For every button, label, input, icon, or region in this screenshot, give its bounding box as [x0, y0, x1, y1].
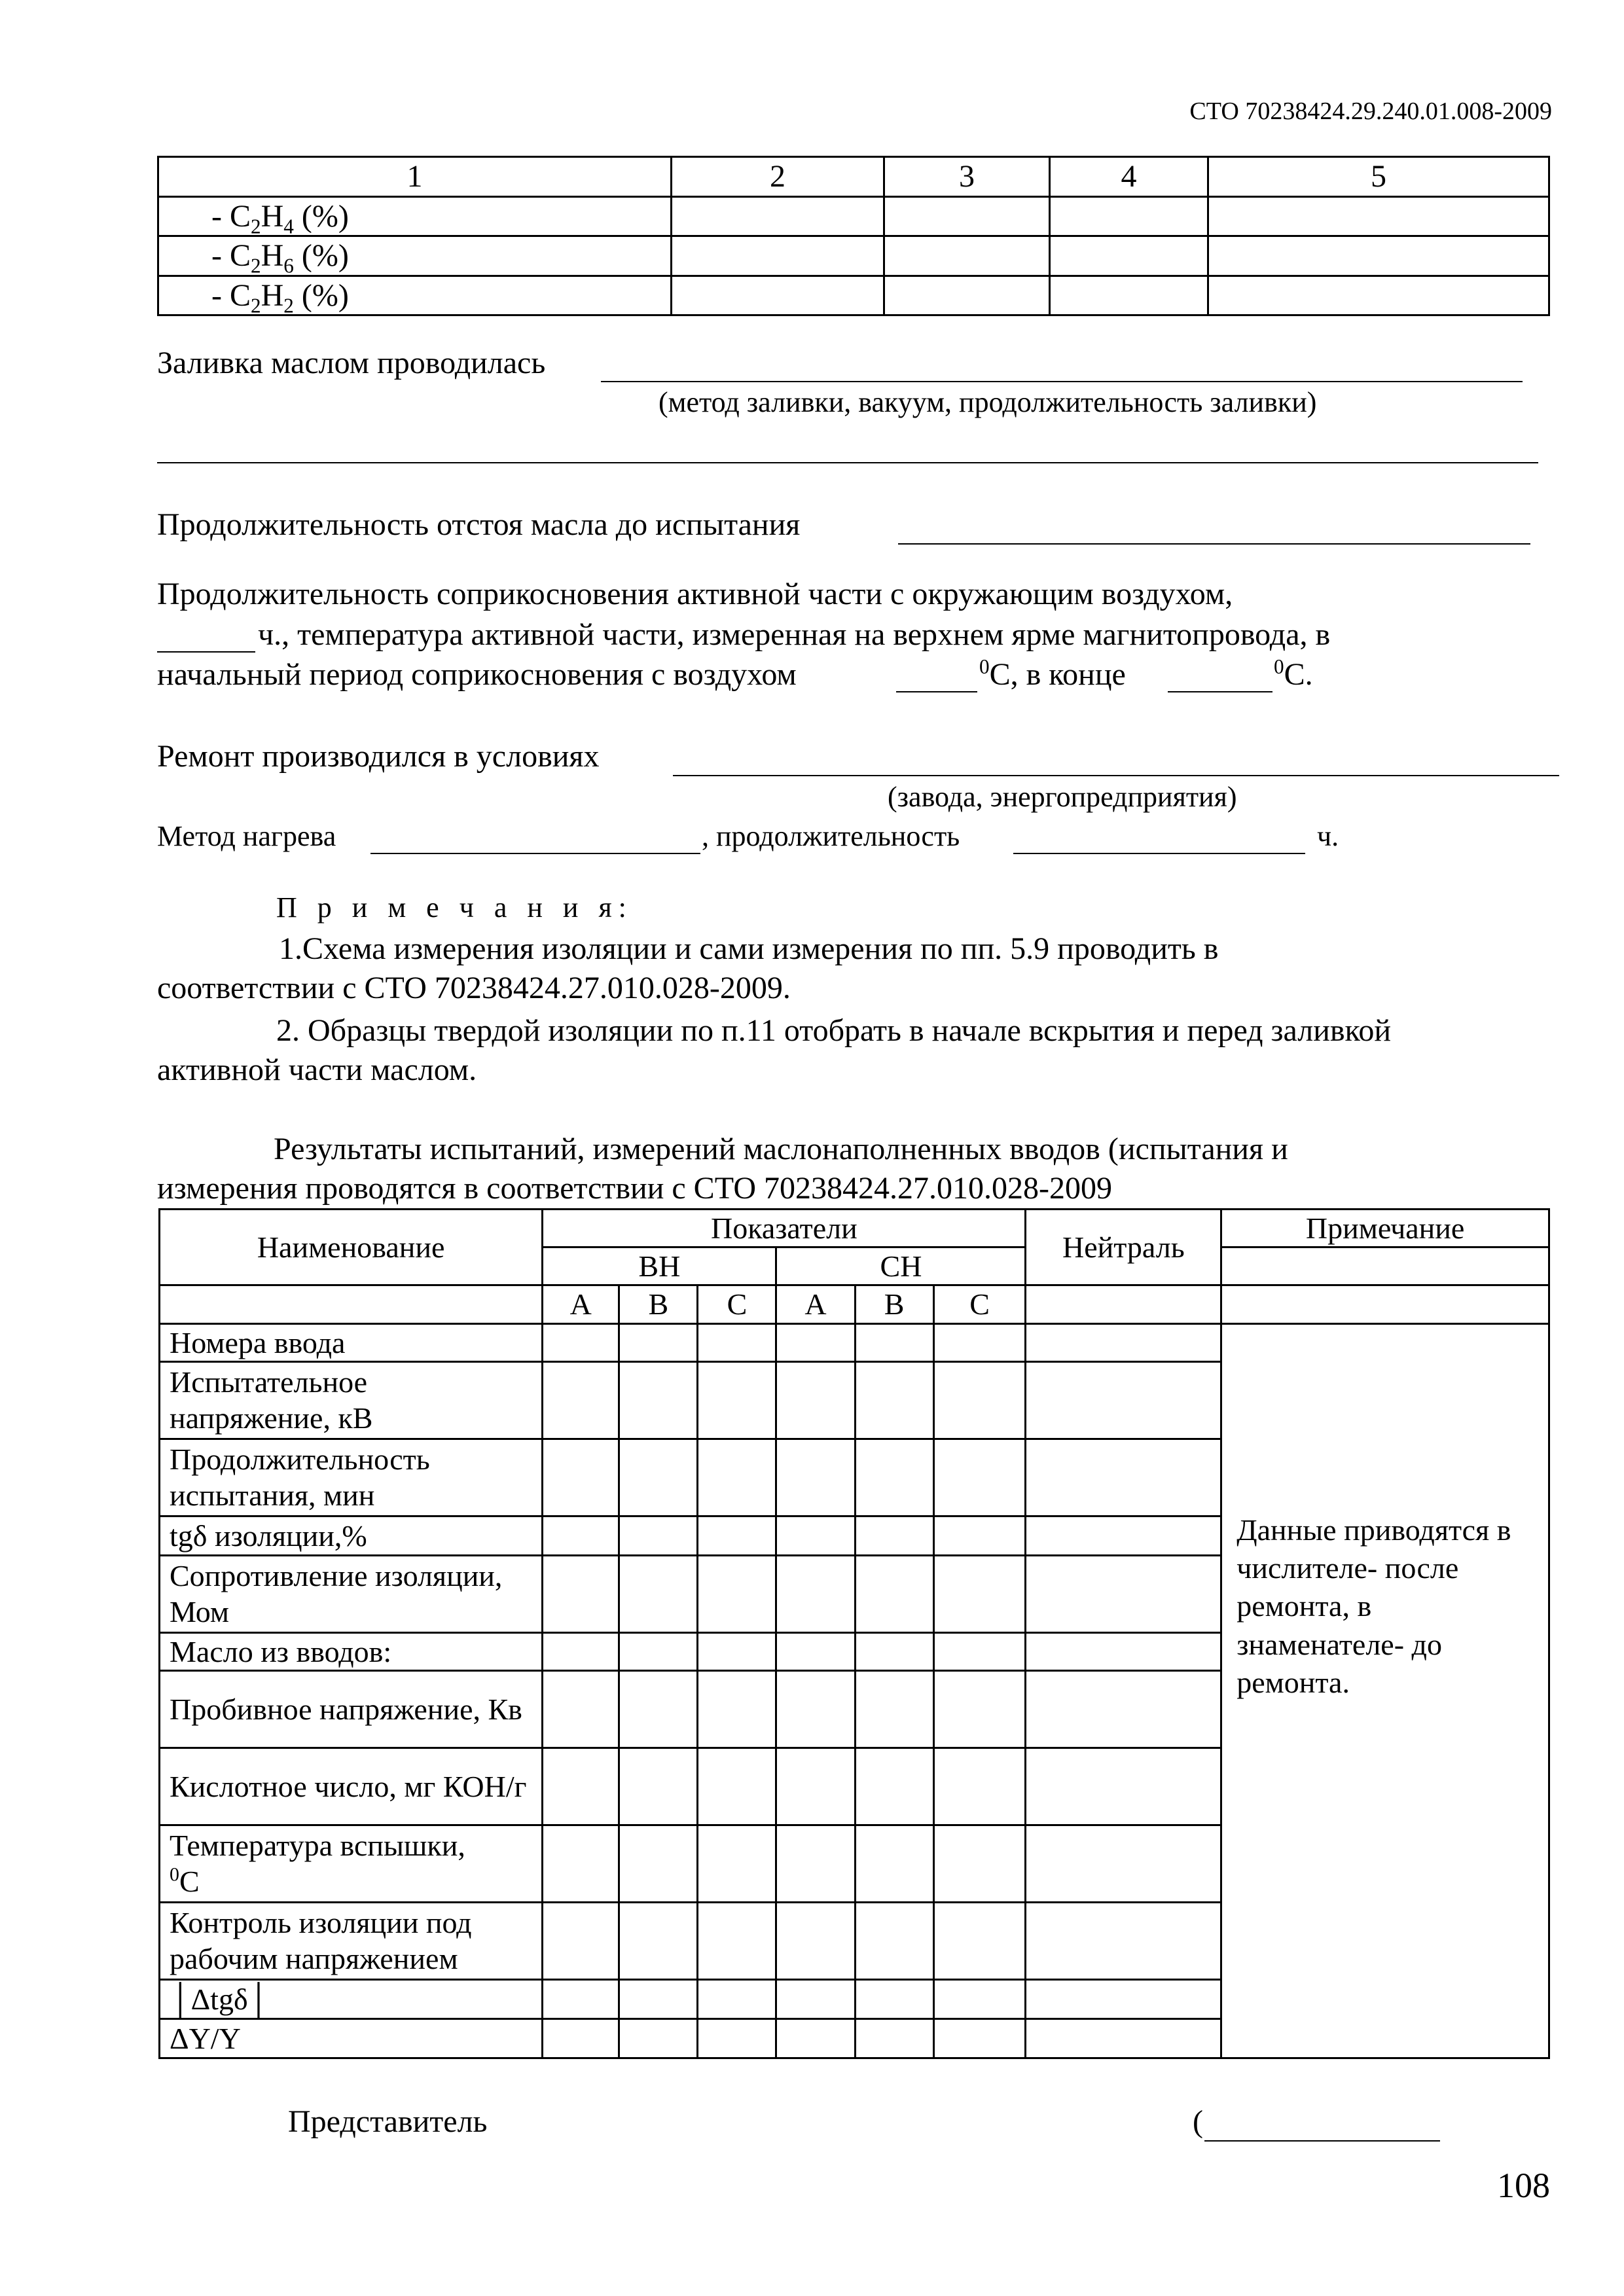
contact-line-2: ч., температура активной части, измеренная на верхнем ярме магнитопровода, в	[258, 617, 1331, 652]
table-cell[interactable]	[698, 1555, 776, 1632]
table-cell[interactable]	[1026, 1825, 1221, 1902]
row-label: Продолжительность испытания, мин	[160, 1439, 543, 1516]
table-cell[interactable]	[543, 1361, 619, 1439]
table-cell[interactable]	[855, 2018, 933, 2058]
bushing-results-table	[158, 1208, 1550, 2059]
table-cell[interactable]	[698, 1323, 776, 1361]
row-label: Контроль изоляции под рабочим напряжением	[160, 1902, 543, 1979]
heating-method-label: Метод нагрева	[157, 820, 336, 852]
row-label: - $C_2H_6$ (%)	[158, 236, 672, 276]
table-cell[interactable]	[543, 1555, 619, 1632]
table-cell[interactable]	[698, 1902, 776, 1979]
table-cell[interactable]	[776, 1555, 855, 1632]
end-temperature-field[interactable]	[1168, 691, 1272, 692]
table-cell[interactable]	[698, 1979, 776, 2018]
contact-line-1: Продолжительность соприкосновения активной части с окружающим воздухом,	[157, 577, 1233, 611]
filling-field-continuation[interactable]	[157, 462, 1538, 463]
table-cell[interactable]	[543, 2018, 619, 2058]
table-cell[interactable]	[776, 1748, 855, 1825]
table-cell[interactable]	[698, 1825, 776, 1902]
table-cell[interactable]	[1208, 276, 1549, 315]
table-cell[interactable]	[933, 2018, 1026, 2058]
phase-header: С	[698, 1285, 776, 1323]
table-row	[158, 196, 1549, 236]
table-cell[interactable]	[776, 1323, 855, 1361]
phase-header: В	[855, 1285, 933, 1323]
table-cell[interactable]	[855, 1979, 933, 2018]
table-cell	[1026, 1285, 1221, 1323]
table-cell[interactable]	[855, 1632, 933, 1670]
table-cell[interactable]	[619, 1323, 698, 1361]
table-cell[interactable]	[776, 2018, 855, 2058]
table-cell[interactable]	[619, 1439, 698, 1516]
table-header-row	[160, 1210, 1549, 1247]
note-2-line-1: 2. Образцы твердой изоляции по п.11 отобрать в начале вскрытия и перед заливкой	[276, 1013, 1392, 1048]
heating-method-field[interactable]	[370, 853, 700, 854]
settling-label: Продолжительность отстоя масла до испытания	[157, 507, 801, 542]
header-vn: ВН	[543, 1247, 776, 1285]
table-cell[interactable]	[855, 1670, 933, 1748]
header-sn: СН	[776, 1247, 1026, 1285]
table-cell[interactable]	[672, 196, 884, 236]
table-cell[interactable]	[933, 1902, 1026, 1979]
start-temperature-field[interactable]	[896, 691, 977, 692]
representative-signature-field[interactable]	[1204, 2140, 1440, 2142]
note-cell: Данные приводятся в числителе- после ремонта, в знаменателе- до ремонта.	[1221, 1323, 1549, 2058]
column-header: 3	[884, 157, 1050, 197]
heating-duration-label: , продолжительность	[702, 820, 960, 852]
table-cell[interactable]	[1208, 236, 1549, 276]
table-header-row	[160, 1285, 1549, 1323]
row-label: Кислотное число, мг КОН/г	[160, 1748, 543, 1825]
table-cell	[1221, 1285, 1549, 1323]
table-cell[interactable]	[933, 1361, 1026, 1439]
row-label: Температура вспышки, $^0$С	[160, 1825, 543, 1902]
header-neutral: Нейтраль	[1026, 1210, 1221, 1285]
contact-line-3: начальный период соприкосновения с воздухом	[157, 657, 797, 692]
table-cell[interactable]	[1026, 1516, 1221, 1555]
row-label: - $C_2H_4$ (%)	[158, 196, 672, 236]
row-label: │Δtgδ│	[160, 1979, 543, 2018]
table-cell[interactable]	[855, 1902, 933, 1979]
table-cell[interactable]	[855, 1825, 933, 1902]
phase-header: А	[776, 1285, 855, 1323]
table-cell[interactable]	[933, 1516, 1026, 1555]
table-cell[interactable]	[1026, 1979, 1221, 2018]
table-cell[interactable]	[619, 2018, 698, 2058]
table-cell[interactable]	[884, 276, 1050, 315]
filling-hint: (метод заливки, вакуум, продолжительность заливки)	[659, 386, 1317, 418]
table-cell[interactable]	[543, 1748, 619, 1825]
table-cell[interactable]	[698, 2018, 776, 2058]
repair-field[interactable]	[673, 775, 1559, 776]
table-cell[interactable]	[1050, 236, 1208, 276]
table-cell[interactable]	[933, 1825, 1026, 1902]
table-cell[interactable]	[698, 1516, 776, 1555]
table-cell[interactable]	[776, 1979, 855, 2018]
table-cell[interactable]	[1050, 276, 1208, 315]
table-cell[interactable]	[776, 1439, 855, 1516]
table-cell	[1221, 1247, 1549, 1285]
contact-hours-field[interactable]	[157, 651, 255, 653]
results-line-2: измерения проводятся в соответствии с СТО 70238424.27.010.028-2009	[157, 1171, 1113, 1206]
filling-field[interactable]	[601, 381, 1523, 382]
row-label: ΔY/Y	[160, 2018, 543, 2058]
table-cell[interactable]	[619, 1632, 698, 1670]
table-cell[interactable]	[543, 1825, 619, 1902]
repair-label: Ремонт производился в условиях	[157, 739, 600, 774]
table-cell[interactable]	[543, 1516, 619, 1555]
table-cell[interactable]	[855, 1516, 933, 1555]
table-cell[interactable]	[543, 1323, 619, 1361]
table-cell[interactable]	[672, 276, 884, 315]
table-cell[interactable]	[776, 1361, 855, 1439]
table-cell[interactable]	[855, 1748, 933, 1825]
row-label: Сопротивление изоляции, Мом	[160, 1555, 543, 1632]
note-1-line-2: соответствии с СТО 70238424.27.010.028-2009.	[157, 971, 791, 1005]
table-cell[interactable]	[619, 1555, 698, 1632]
repair-hint: (завода, энергопредприятия)	[888, 781, 1237, 813]
header-indicators: Показатели	[543, 1210, 1026, 1247]
row-label: Испытательное напряжение, кВ	[160, 1361, 543, 1439]
table-cell[interactable]	[1026, 1361, 1221, 1439]
table-cell[interactable]	[619, 1516, 698, 1555]
table-cell[interactable]	[672, 236, 884, 276]
phase-header: С	[933, 1285, 1026, 1323]
table-cell[interactable]	[619, 1979, 698, 2018]
row-label: Масло из вводов:	[160, 1632, 543, 1670]
start-temperature-unit: $^0$С, в конце	[979, 655, 1126, 692]
gas-analysis-table	[157, 156, 1550, 316]
table-cell[interactable]	[855, 1439, 933, 1516]
notes-title: П р и м е ч а н и я:	[276, 891, 633, 924]
representative-label: Представитель	[288, 2104, 488, 2139]
table-cell[interactable]	[1026, 1632, 1221, 1670]
table-cell[interactable]	[933, 1439, 1026, 1516]
table-cell[interactable]	[543, 1902, 619, 1979]
table-cell[interactable]	[933, 1323, 1026, 1361]
table-cell[interactable]	[698, 1748, 776, 1825]
table-cell[interactable]	[1026, 1670, 1221, 1748]
table-header-row	[158, 157, 1549, 197]
table-cell[interactable]	[884, 236, 1050, 276]
table-cell[interactable]	[776, 1825, 855, 1902]
table-cell[interactable]	[776, 1632, 855, 1670]
representative-paren: (	[1193, 2104, 1203, 2139]
table-cell[interactable]	[619, 1902, 698, 1979]
table-cell[interactable]	[855, 1555, 933, 1632]
table-cell[interactable]	[543, 1670, 619, 1748]
table-cell[interactable]	[855, 1323, 933, 1361]
column-header: 4	[1050, 157, 1208, 197]
table-cell[interactable]	[698, 1439, 776, 1516]
page-number: 108	[1497, 2166, 1550, 2205]
row-label: tgδ изоляции,%	[160, 1516, 543, 1555]
table-cell[interactable]	[619, 1361, 698, 1439]
filling-label: Заливка маслом проводилась	[157, 346, 546, 380]
settling-field[interactable]	[898, 543, 1530, 545]
phase-header: В	[619, 1285, 698, 1323]
column-header: 5	[1208, 157, 1549, 197]
table-cell[interactable]	[1050, 196, 1208, 236]
table-cell[interactable]	[933, 1979, 1026, 2018]
note-2-line-2: активной части маслом.	[157, 1052, 477, 1087]
table-cell[interactable]	[543, 1439, 619, 1516]
document-code: СТО 70238424.29.240.01.008-2009	[1189, 98, 1552, 125]
table-cell[interactable]	[698, 1670, 776, 1748]
table-cell[interactable]	[543, 1979, 619, 2018]
table-cell[interactable]	[1026, 1323, 1221, 1361]
row-label: Пробивное напряжение, Кв	[160, 1670, 543, 1748]
note-1-line-1: 1.Схема измерения изоляции и сами измерения по пп. 5.9 проводить в	[279, 931, 1219, 966]
column-header: 2	[672, 157, 884, 197]
table-cell[interactable]	[884, 196, 1050, 236]
header-note: Примечание	[1221, 1210, 1549, 1247]
table-cell[interactable]	[619, 1670, 698, 1748]
table-cell	[160, 1285, 543, 1323]
row-label: - $C_2H_2$ (%)	[158, 276, 672, 315]
table-cell[interactable]	[855, 1361, 933, 1439]
table-cell[interactable]	[933, 1670, 1026, 1748]
table-cell[interactable]	[619, 1748, 698, 1825]
table-cell[interactable]	[1208, 196, 1549, 236]
table-row	[160, 1323, 1549, 1361]
table-cell[interactable]	[776, 1670, 855, 1748]
table-cell[interactable]	[543, 1632, 619, 1670]
table-cell[interactable]	[1026, 1902, 1221, 1979]
table-cell[interactable]	[1026, 1439, 1221, 1516]
table-cell[interactable]	[1026, 1748, 1221, 1825]
table-cell[interactable]	[776, 1516, 855, 1555]
end-temperature-unit: $^0$С.	[1274, 655, 1313, 692]
heating-duration-field[interactable]	[1013, 853, 1305, 854]
row-label: Номера ввода	[160, 1323, 543, 1361]
table-row	[158, 236, 1549, 276]
table-cell[interactable]	[1026, 2018, 1221, 2058]
table-cell[interactable]	[619, 1825, 698, 1902]
phase-header: А	[543, 1285, 619, 1323]
table-cell[interactable]	[933, 1632, 1026, 1670]
table-cell[interactable]	[933, 1748, 1026, 1825]
table-cell[interactable]	[933, 1555, 1026, 1632]
heating-duration-unit: ч.	[1317, 820, 1339, 852]
header-name: Наименование	[160, 1210, 543, 1285]
column-header: 1	[158, 157, 672, 197]
table-cell[interactable]	[1026, 1555, 1221, 1632]
table-cell[interactable]	[698, 1632, 776, 1670]
results-line-1: Результаты испытаний, измерений маслонаполненных вводов (испытания и	[274, 1132, 1288, 1166]
table-row	[158, 276, 1549, 315]
table-cell[interactable]	[776, 1902, 855, 1979]
table-cell[interactable]	[698, 1361, 776, 1439]
